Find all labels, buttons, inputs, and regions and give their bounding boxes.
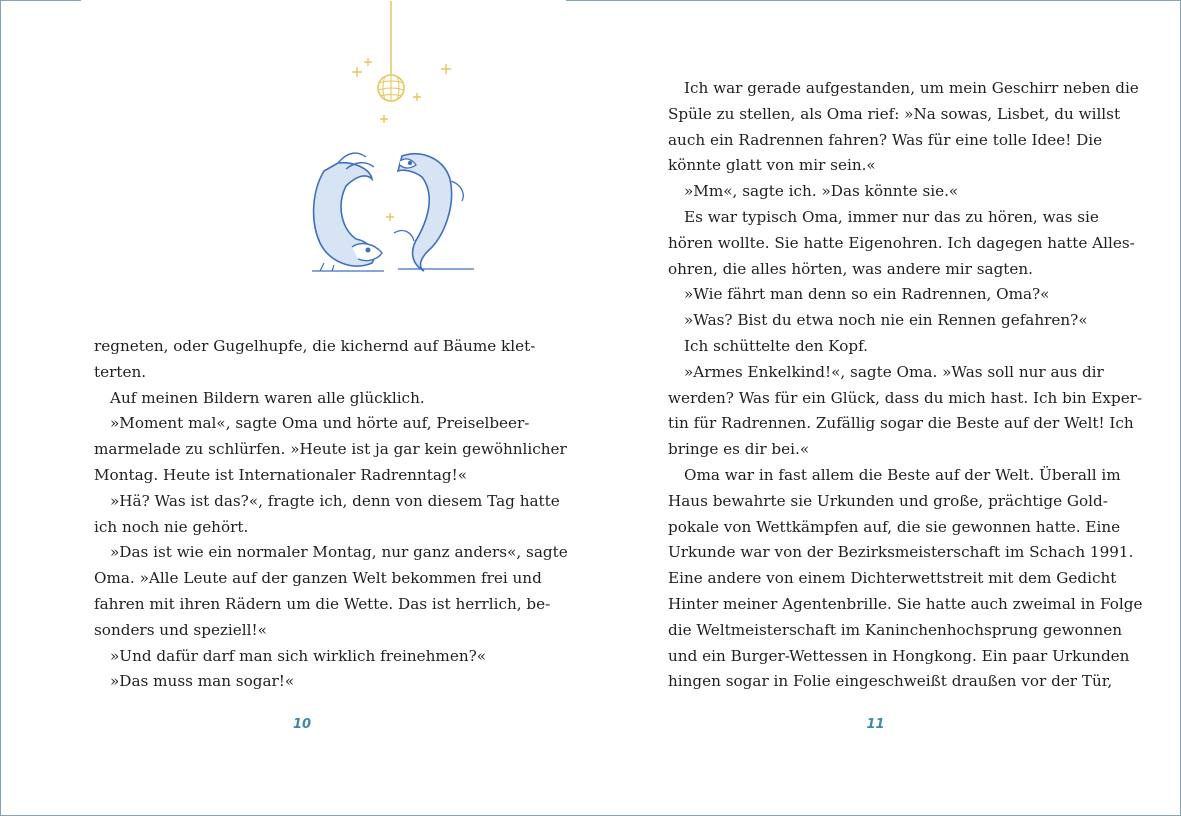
- text-line: Oma. »Alle Leute auf der ganzen Welt bekommen frei und: [94, 569, 542, 588]
- text-line: tin für Radrennen. Zufällig sogar die Beste auf der Welt! Ich: [668, 414, 1134, 433]
- text-line: pokale von Wettkämpfen auf, die sie gewonnen hatte. Eine: [668, 517, 1121, 536]
- text-line: »Was? Bist du etwa noch nie ein Rennen gefahren?«: [684, 311, 1088, 330]
- text-line: auch ein Radrennen fahren? Was für eine tolle Idee! Die: [668, 130, 1103, 149]
- text-line: bringe es dir bei.«: [668, 440, 810, 459]
- text-line: sonders und speziell!«: [94, 620, 267, 639]
- text-line: die Weltmeisterschaft im Kaninchenhochsprung gewonnen: [668, 620, 1123, 639]
- text-line: fahren mit ihren Rädern um die Wette. Das ist herrlich, be-: [94, 594, 551, 613]
- text-line: hören wollte. Sie hatte Eigenohren. Ich dagegen hatte Alles-: [668, 233, 1135, 252]
- text-line: terten.: [94, 362, 147, 381]
- dancing-fish-disco-ball-icon: [294, 1, 494, 291]
- text-line: könnte glatt von mir sein.«: [668, 156, 876, 175]
- right-page-text: [668, 76, 1143, 695]
- text-line: Haus bewahrte sie Urkunden und große, prächtige Gold-: [668, 491, 1108, 510]
- right-page: [668, 1, 1143, 815]
- text-line: Oma war in fast allem die Beste auf der Welt. Überall im: [684, 465, 1121, 484]
- text-line: »Das muss man sogar!«: [110, 672, 295, 691]
- text-line: »Das ist wie ein normaler Montag, nur ganz anders«, sagte: [110, 543, 568, 562]
- text-line: werden? Was für ein Glück, dass du mich hast. Ich bin Exper-: [668, 388, 1143, 407]
- text-line: Spüle zu stellen, als Oma rief: »Na sowas, Lisbet, du willst: [668, 104, 1121, 123]
- text-line: »Moment mal«, sagte Oma und hörte auf, Preiselbeer-: [110, 414, 530, 433]
- text-line: Montag. Heute ist Internationaler Radrenntag!«: [94, 465, 468, 484]
- text-line: und ein Burger-Wettessen in Hongkong. Ein paar Urkunden: [668, 646, 1130, 665]
- text-line: »Mm«, sagte ich. »Das könnte sie.«: [684, 182, 959, 201]
- text-line: ohren, die alles hörten, was andere mir sagten.: [668, 259, 1034, 278]
- page-number-left: 10: [292, 717, 312, 732]
- left-page-text: [94, 334, 568, 695]
- text-line: ich noch nie gehört.: [94, 517, 249, 536]
- text-line: Ich war gerade aufgestanden, um mein Geschirr neben die: [684, 79, 1139, 97]
- text-line: hingen sogar in Folie eingeschweißt draußen vor der Tür,: [668, 672, 1113, 691]
- text-line: Eine andere von einem Dichterwettstreit mit dem Gedicht: [668, 569, 1117, 588]
- text-line: »Armes Enkelkind!«, sagte Oma. »Was soll nur aus dir: [684, 362, 1104, 381]
- left-page: [94, 1, 568, 815]
- page-number-right: 11: [866, 717, 885, 732]
- text-line: marmelade zu schlürfen. »Heute ist ja gar kein gewöhnlicher: [94, 440, 567, 459]
- text-line: »Hä? Was ist das?«, fragte ich, denn von diesem Tag hatte: [110, 491, 560, 510]
- text-line: regneten, oder Gugelhupfe, die kichernd auf Bäume klet-: [94, 337, 536, 355]
- text-line: Es war typisch Oma, immer nur das zu hören, was sie: [684, 207, 1099, 226]
- text-line: »Und dafür darf man sich wirklich freinehmen?«: [110, 646, 487, 665]
- text-line: Ich schüttelte den Kopf.: [684, 336, 868, 355]
- text-line: Urkunde war von der Bezirksmeisterschaft im Schach 1991.: [668, 543, 1134, 562]
- text-line: »Wie fährt man denn so ein Radrennen, Oma?«: [684, 285, 1050, 304]
- text-line: Hinter meiner Agentenbrille. Sie hatte auch zweimal in Folge: [668, 594, 1143, 613]
- text-line: Auf meinen Bildern waren alle glücklich.: [110, 388, 425, 407]
